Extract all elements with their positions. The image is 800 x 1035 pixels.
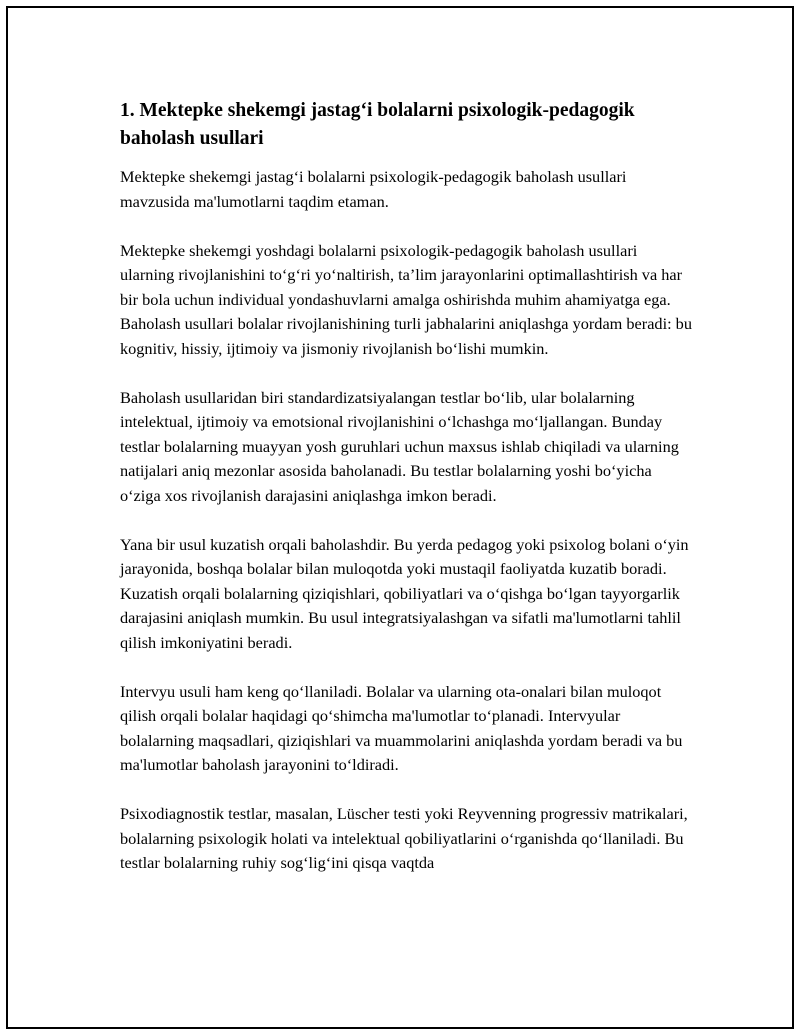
paragraph-psychodiagnostic-tests: Psixodiagnostik testlar, masalan, Lüscher testi yoki Reyvenning progressiv matrikalari, bolalarning psixologik holati va intelektual qobiliyatlarini o‘rganishda qo‘llaniladi. Bu testlar bolalarning ruhiy sog‘lig‘ini qisqa vaqtda [120,804,688,872]
paragraph-importance: Mektepke shekemgi yoshdagi bolalarni psixologik-pedagogik baholash usullari ularning rivojlanishini to‘g‘ri yo‘naltirish, ta’lim jarayonlarini optimallashtirish va har bir bola uchun individual yondashuvlarni amalga oshirishda muhim ahamiyatga ega. Baholash usullari bolalar rivojlanishining turli jabhalarini aniqlashga yordam beradi: bu kognitiv, hissiy, ijtimoiy va jismoniy rivojlanish bo‘lishi mumkin. [120,240,692,358]
document-body [120,97,695,900]
document-title: 1. Mektepke shekemgi jastag‘i bolalarni psixologik-pedagogik baholash usullari [120,100,635,149]
paragraph-standardized-tests: Baholash usullaridan biri standardizatsiyalangan testlar bo‘lib, ular bolalarning intelektual, ijtimoiy va emotsional rivojlanishini o‘lchashga mo‘ljallangan. Bunday testlar bolalarning muayyan yosh guruhlari uchun maxsus ishlab chiqiladi va ularning natijalari aniq mezonlar asosida baholanadi. Bu testlar bolalarning yoshi bo‘yicha o‘ziga xos rivojlanish darajasini aniqlashga imkon beradi. [120,387,679,505]
page-frame [6,6,794,1029]
paragraph-interview: Intervyu usuli ham keng qo‘llaniladi. Bolalar va ularning ota-onalari bilan muloqot qilish orqali bolalar haqidagi qo‘shimcha ma'lumotlar to‘planadi. Intervyular bolalarning maqsadlari, qiziqishlari va muammolarini aniqlashda yordam beradi va bu ma'lumotlar baholash jarayonini to‘ldiradi. [120,681,683,774]
paragraph-observation: Yana bir usul kuzatish orqali baholashdir. Bu yerda pedagog yoki psixolog bolani o‘yin jarayonida, boshqa bolalar bilan muloqotda yoki mustaqil faoliyatda kuzatib boradi. Kuzatish orqali bolalarning qiziqishlari, qobiliyatlari va o‘qishga bo‘lgan tayyorgarlik darajasini aniqlash mumkin. Bu usul integratsiyalashgan va sifatli ma'lumotlarni tahlil qilish imkoniyatini beradi. [120,534,689,652]
paragraph-intro: Mektepke shekemgi jastag‘i bolalarni psixologik-pedagogik baholash usullari mavzusida ma'lumotlarni taqdim etaman. [120,167,627,211]
